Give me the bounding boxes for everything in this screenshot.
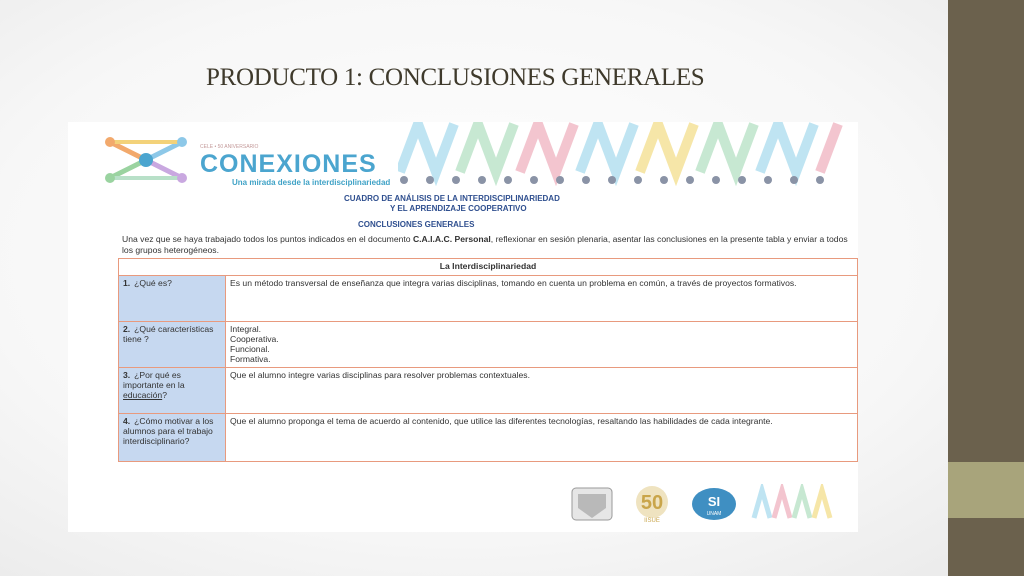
- conclusions-table: [118, 258, 858, 462]
- table-row: [119, 414, 858, 462]
- intro-paragraph: [122, 234, 854, 256]
- intro-bold-term: C.A.I.A.C. Personal: [412, 234, 491, 244]
- badge-si-sub: UNAM: [706, 511, 722, 517]
- unam-shield-icon: [572, 488, 612, 520]
- education-link[interactable]: educación: [123, 390, 163, 400]
- answer-cell: Integral. Cooperativa. Funcional. Formativa.: [226, 322, 858, 368]
- question-cell: 3. ¿Por qué es importante en la educación?: [119, 368, 226, 414]
- conexiones-logo: [96, 130, 391, 187]
- intro-text-end: , reflexionar en sesión plenaria, asentar las conclusiones en la presente tabla y enviar a todos los grupos heterogéneos.: [122, 234, 848, 255]
- intro-text-start: Una vez que se haya trabajado todos los puntos indicados en el documento: [122, 234, 413, 244]
- table-row: [119, 322, 858, 368]
- table-row: [119, 276, 858, 322]
- table-header-row: [119, 259, 858, 276]
- answer-cell: Que el alumno proponga el tema de acuerdo al contenido, que utilice las diferentes tecnologías, resaltando las habilidades de cada integrante.: [226, 414, 858, 462]
- logo-subtitle: Una mirada desde la interdisciplinariedad: [232, 178, 391, 187]
- question-cell: 4. ¿Cómo motivar a los alumnos para el trabajo interdisciplinario?: [119, 414, 226, 462]
- right-sidebar-band: [948, 0, 1024, 576]
- question-cell: 2. ¿Qué características tiene ?: [119, 322, 226, 368]
- embedded-document: [68, 122, 858, 532]
- heading-line-1: CUADRO DE ANÁLISIS DE LA INTERDISCIPLINARIEDAD: [344, 194, 560, 203]
- logo-wordmark: CONEXIONES: [200, 150, 377, 178]
- table-header: La Interdisciplinariedad: [119, 259, 858, 276]
- mini-stripes-icon: [754, 490, 830, 518]
- document-heading: [344, 194, 560, 214]
- badge-50-sub: IISUE: [644, 518, 660, 524]
- molecule-logo-icon: [96, 130, 196, 190]
- answer-cell: Que el alumno integre varias disciplinas para resolver problemas contextuales.: [226, 368, 858, 414]
- footer-logos: [568, 484, 848, 524]
- sidebar-accent-block: [948, 462, 1024, 518]
- badge-si: SI: [707, 494, 721, 509]
- badge-50: 50: [640, 492, 664, 514]
- logo-tagline: CELE • 50 ANIVERSARIO: [200, 144, 259, 150]
- answer-cell: Es un método transversal de enseñanza que integra varias disciplinas, tomando en cuenta un problema en común, a través de proyectos formativos.: [226, 276, 858, 322]
- document-subheading: CONCLUSIONES GENERALES: [358, 220, 475, 229]
- decorative-stripes: [398, 122, 848, 186]
- slide-title: PRODUCTO 1: CONCLUSIONES GENERALES: [206, 64, 705, 91]
- question-cell: 1. ¿Qué es?: [119, 276, 226, 322]
- heading-line-2: Y EL APRENDIZAJE COOPERATIVO: [390, 204, 527, 213]
- table-row: [119, 368, 858, 414]
